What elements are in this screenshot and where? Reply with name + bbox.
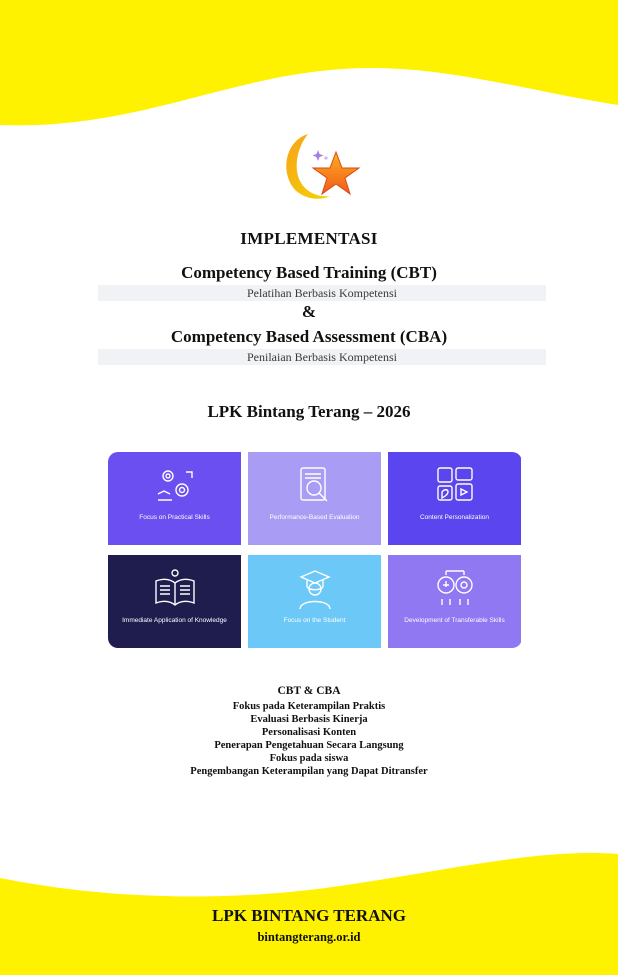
card-label: Focus on Practical Skills [139,514,210,521]
cba-title: Competency Based Assessment (CBA) [170,327,448,346]
document-magnifier-icon [292,464,338,508]
card-practical-skills [108,452,241,545]
list-item: Personalisasi Konten [261,727,357,738]
card-label: Development of Transferable Skills [404,617,505,624]
graduate-student-icon [292,567,338,611]
personalized-content-icon [432,464,478,508]
card-performance-evaluation [248,452,381,545]
star-logo-icon [278,128,368,208]
cbt-title: Competency Based Training (CBT) [181,263,437,282]
cbt-subtitle: Pelatihan Berbasis Kompetensi [98,285,546,301]
open-book-lightbulb-icon [152,567,198,611]
document-title: IMPLEMENTASI [240,229,378,248]
list-item: Fokus pada Keterampilan Praktis [232,701,386,712]
card-focus-student [248,555,381,648]
footer-website-url: bintangterang.or.id [257,930,361,944]
card-immediate-application [108,555,241,648]
card-content-personalization [388,452,521,545]
card-label: Performance-Based Evaluation [269,514,360,521]
cba-subtitle: Penilaian Berbasis Kompetensi [98,349,546,365]
footer-organization-name: LPK BINTANG TERANG [212,906,406,925]
card-label: Focus on the Student [283,617,346,624]
feature-grid [108,452,522,648]
summary-heading: CBT & CBA [277,685,341,697]
list-item: Penerapan Pengetahuan Secara Langsung [214,740,404,751]
head-gear-icon [432,567,478,611]
ampersand: & [301,302,317,321]
list-item: Fokus pada siswa [269,753,349,764]
summary-list [0,685,618,778]
list-item: Pengembangan Keterampilan yang Dapat Ditransfer [190,766,428,777]
organization-year: LPK Bintang Terang – 2026 [207,402,411,421]
gear-hands-icon [152,464,198,508]
card-label: Immediate Application of Knowledge [122,617,227,624]
list-item: Evaluasi Berbasis Kinerja [250,714,368,725]
card-transferable-skills [388,555,521,648]
card-label: Content Personalization [419,514,489,521]
